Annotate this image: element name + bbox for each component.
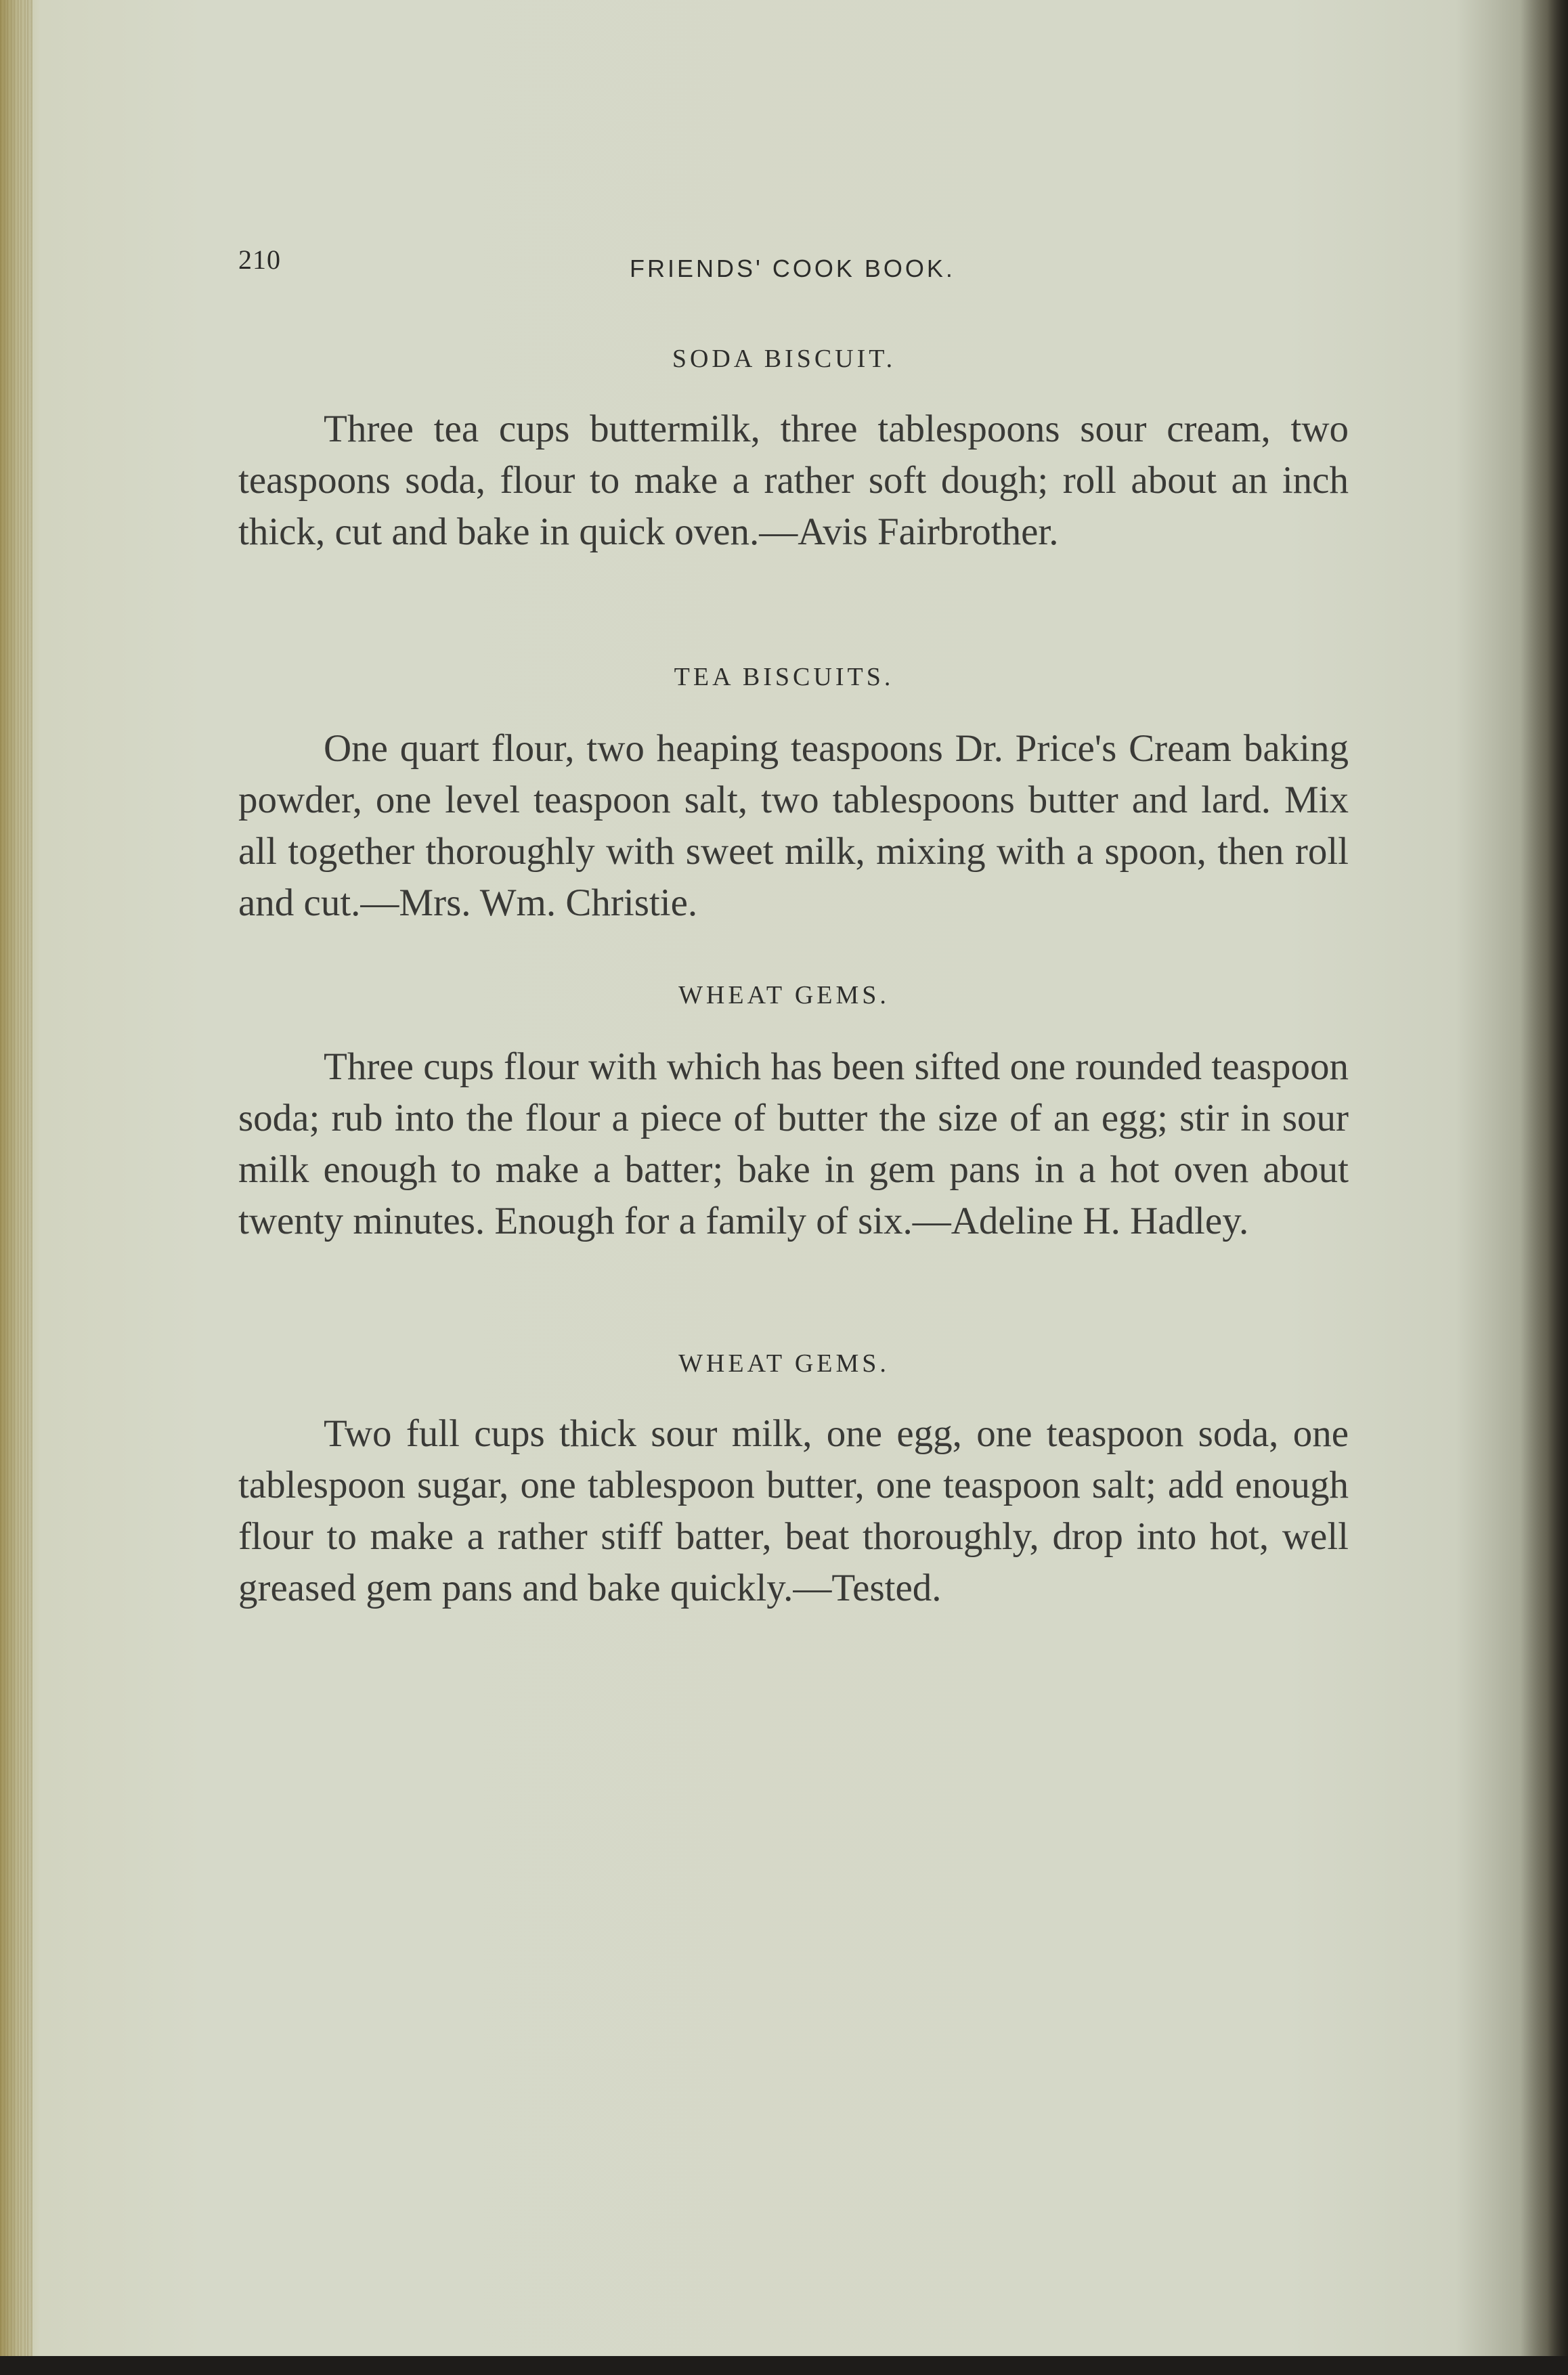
recipe-body-wheat-gems-1: Three cups flour with which has been sifted one rounded teaspoon soda; rub into the flour a piece of butter the size of an egg; stir in sour milk enough to make a batter; bake in gem pans in a hot oven about twenty minutes. Enough for a family of six.—Adeline H. Hadley. <box>238 1045 1349 1242</box>
running-head: FRIENDS' COOK BOOK. <box>630 255 955 282</box>
recipe-title-tea-biscuits: TEA BISCUITS. <box>674 663 894 691</box>
recipe-body-wheat-gems-2: Two full cups thick sour milk, one egg, one teaspoon soda, one tablespoon sugar, one tablespoon butter, one teaspoon salt; add enough flour to make a rather stiff batter, beat thoroughly, drop into hot, well greased gem pans and bake quickly.—Tested. <box>238 1412 1349 1609</box>
recipe-body-soda-biscuit: Three tea cups buttermilk, three tablespoons sour cream, two teaspoons soda, flour to make a rather soft dough; roll about an inch thick, cut and bake in quick oven.—Avis Fairbrother. <box>238 408 1349 553</box>
recipe-title-wheat-gems-1: WHEAT GEMS. <box>678 981 890 1009</box>
recipe-title-wheat-gems-2: WHEAT GEMS. <box>678 1349 890 1378</box>
recipe-body-tea-biscuits: One quart flour, two heaping teaspoons Dr. Price's Cream baking powder, one level teaspoon salt, two tablespoons butter and lard. Mix all together thoroughly with sweet milk, mixing with a spoon, then roll and cut.—Mrs. Wm. Christie. <box>238 727 1349 924</box>
recipe-title-soda-biscuit: SODA BISCUIT. <box>672 345 896 373</box>
page-number: 210 <box>238 244 281 275</box>
